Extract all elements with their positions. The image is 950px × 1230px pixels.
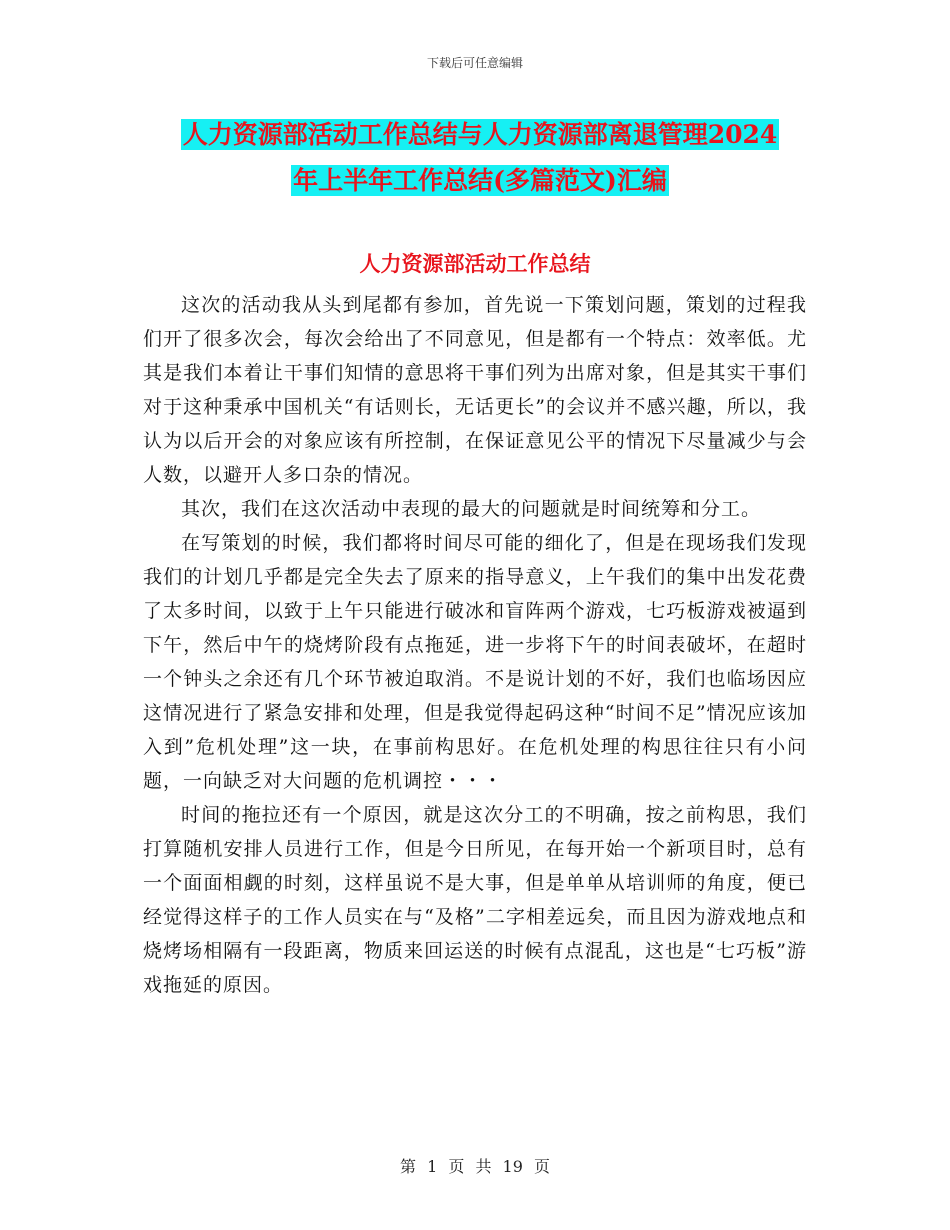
section-title: 人力资源部活动工作总结 xyxy=(359,251,591,276)
paragraph: 这次的活动我从头到尾都有参加，首先说一下策划问题，策划的过程我们开了很多次会，每次会给出了不同意见，但是都有一个特点：效率低。尤其是我们本着让干事们知情的意思将干事们列为出席对象，但是其实干事们对于这种秉承中国机关“有话则长，无话更长”的会议并不感兴趣，所以，我认为以后开会的对象应该有所控制，在保证意见公平的情况下尽量减少与会人数，以避开人多口杂的情况。 xyxy=(143,294,807,486)
paragraph: 其次，我们在这次活动中表现的最大的问题就是时间统筹和分工。 xyxy=(181,498,762,520)
document-title-line-2: 年上半年工作总结(多篇范文)汇编 xyxy=(293,166,667,195)
body-text xyxy=(143,288,807,1002)
paragraph: 在写策划的时候，我们都将时间尽可能的细化了，但是在现场我们发现我们的计划几乎都是完全失去了原来的指导意义，上午我们的集中出发花费了太多时间，以致于上午只能进行破冰和盲阵两个游戏，七巧板游戏被逼到下午，然后中午的烧烤阶段有点拖延，进一步将下午的时间表破坏，在超时一个钟头之余还有几个环节被迫取消。不是说计划的不好，我们也临场因应这情况进行了紧急安排和处理，但是我觉得起码这种“时间不足”情况应该加入到”危机处理”这一块，在事前构思好。在危机处理的构思往往只有小问题，一向缺乏对大问题的危机调控・・・ xyxy=(143,532,807,792)
document-title xyxy=(130,112,830,204)
page-footer: 第 1 页 共 19 页 xyxy=(400,1157,550,1176)
header-note: 下载后可任意编辑 xyxy=(426,56,523,70)
paragraph: 时间的拖拉还有一个原因，就是这次分工的不明确，按之前构思，我们打算随机安排人员进行工作，但是今日所见，在每开始一个新项目时，总有一个面面相觑的时刻，这样虽说不是大事，但是单单从培训师的角度，便已经觉得这样子的工作人员实在与“及格”二字相差远矣，而且因为游戏地点和烧烤场相隔有一段距离，物质来回运送的时候有点混乱，这也是“七巧板”游戏拖延的原因。 xyxy=(143,804,807,996)
document-title-line-1: 人力资源部活动工作总结与人力资源部离退管理2024 xyxy=(182,120,778,149)
